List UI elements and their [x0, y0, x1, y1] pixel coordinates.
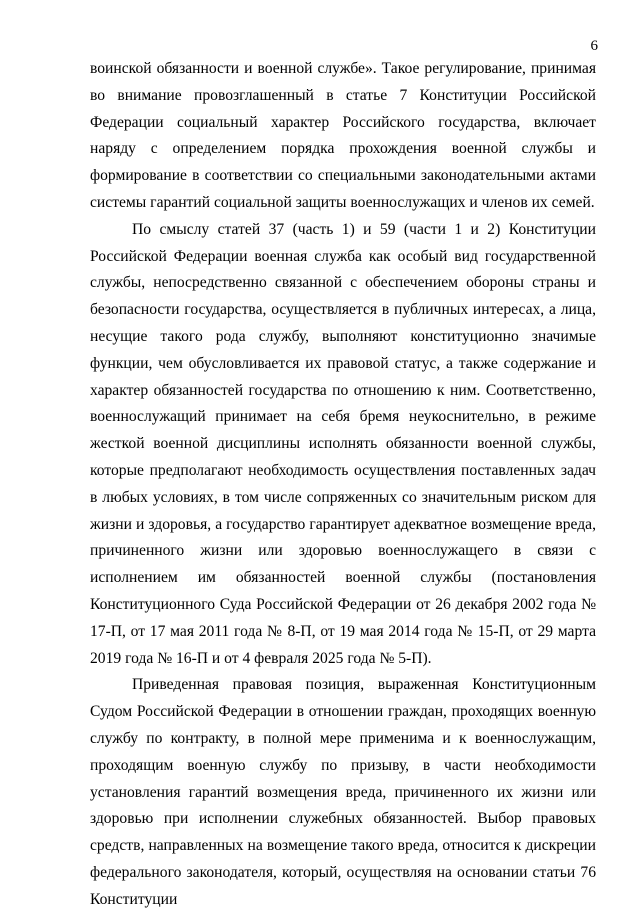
page-number: 6 — [590, 38, 598, 54]
paragraph-2: По смыслу статей 37 (часть 1) и 59 (части 1 и 2) Конституции Российской Федерации военная служба как особый вид государственной службы, непосредственно связанной с обеспечением обороны страны и безопасности государства, осуществляется в публичных интересах, а лица, несущие такого рода службу, выполняют конституционно значимые функции, чем обусловливается их правовой статус, а также содержание и характер обязанностей государства по отношению к ним. Соответственно, военнослужащий принимает на себя бремя неукоснительно, в режиме жесткой военной дисциплины исполнять обязанности военной службы, которые предполагают необходимость осуществления поставленных задач в любых условиях, в том числе сопряженных со значительным риском для жизни и здоровья, а государство гарантирует адекватное возмещение вреда, причиненного жизни или здоровью военнослужащего в связи с исполнением им обязанностей военной службы (постановления Конституционного Суда Российской Федерации от 26 декабря 2002 года № 17-П, от 17 мая 2011 года № 8-П, от 19 мая 2014 года № 15-П, от 29 марта 2019 года № 16-П и от 4 февраля 2025 года № 5-П). — [90, 220, 596, 667]
paragraph-1: воинской обязанности и военной службе». Такое регулирование, принимая во внимание провозглашенный в статье 7 Конституции Российской Федерации социальный характер Российского государства, включает наряду с определением порядка прохождения военной службы и формирование в соответствии со специальными законодательными актами системы гарантий социальной защиты военнослужащих и членов их семей. — [90, 60, 596, 211]
paragraph-3: Приведенная правовая позиция, выраженная Конституционным Судом Российской Федерации в отношении граждан, проходящих военную службу по контракту, в полной мере применима и к военнослужащим, проходящим военную службу по призыву, в части необходимости установления гарантий возмещения вреда, причиненного их жизни или здоровью при исполнении служебных обязанностей. Выбор правовых средств, направленных на возмещение такого вреда, относится к дискреции федерального законодателя, который, осуществляя на основании статьи 76 Конституции — [90, 676, 596, 908]
document-body — [90, 56, 596, 914]
